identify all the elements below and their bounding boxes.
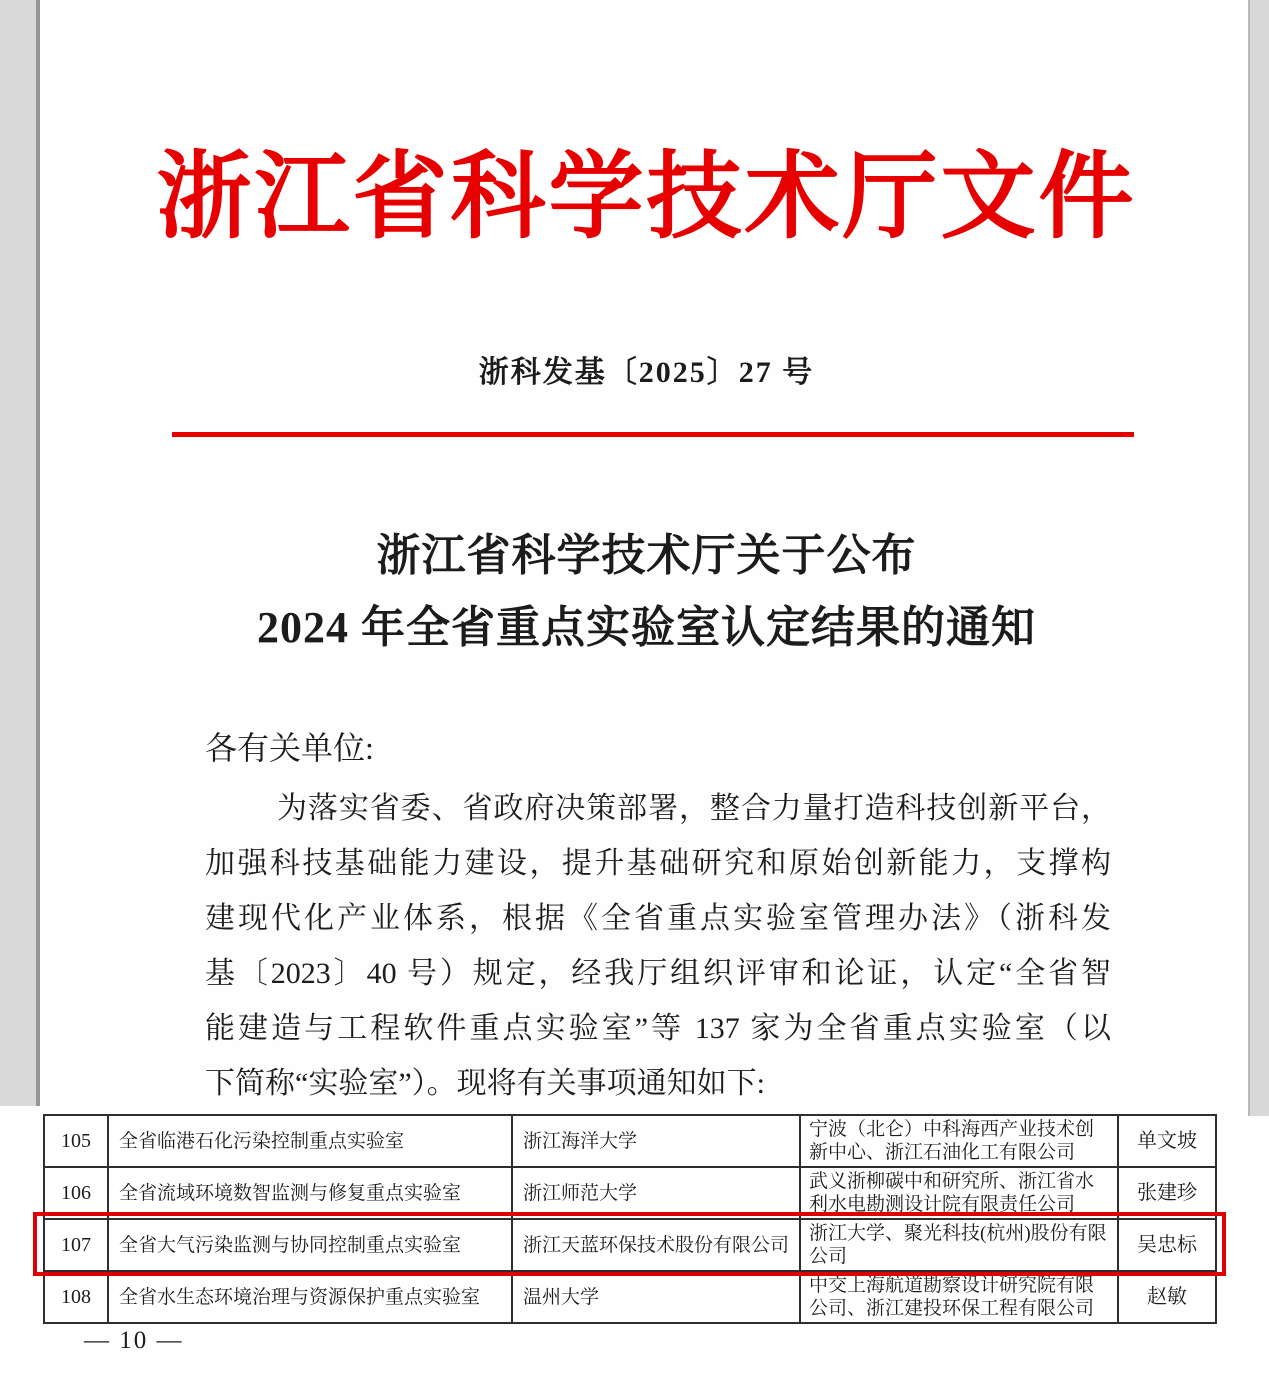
page-number: — 10 —: [84, 1327, 184, 1354]
agency-letterhead-title: 浙江省科学技术厅文件: [156, 144, 1137, 250]
notice-title-line1: 浙江省科学技术厅关于公布: [376, 531, 917, 580]
body-line: 下简称“实验室”）。现将有关事项通知如下:: [205, 1067, 765, 1100]
cell-director: 赵敏: [1118, 1271, 1216, 1323]
cell-no: 105: [44, 1115, 108, 1167]
document-number: 浙科发基〔2025〕27 号: [478, 356, 815, 389]
cell-lab: 全省大气污染监测与协同控制重点实验室: [108, 1219, 512, 1271]
body-line: 基〔2023〕40 号）规定，经我厅组织评审和论证，认定“全省智: [205, 957, 1111, 990]
table-row: [44, 1115, 1216, 1167]
table-row: [44, 1271, 1216, 1323]
body-line: 加强科技基础能力建设，提升基础研究和原始创新能力，支撑构: [205, 847, 1111, 880]
cell-partners: 中交上海航道勘察设计研究院有限公司、浙江建投环保工程有限公司: [800, 1271, 1118, 1323]
scan-left-margin: [0, 0, 40, 1106]
cell-host: 浙江师范大学: [512, 1167, 800, 1219]
cell-lab: 全省临港石化污染控制重点实验室: [108, 1115, 512, 1167]
cell-director: 吴忠标: [1118, 1219, 1216, 1271]
cell-lab: 全省流域环境数智监测与修复重点实验室: [108, 1167, 512, 1219]
cell-partners: 武义浙柳碳中和研究所、浙江省水利水电勘测设计院有限责任公司: [800, 1167, 1118, 1219]
body-line: 能建造与工程软件重点实验室”等 137 家为全省重点实验室（以: [205, 1012, 1111, 1045]
cell-host: 浙江海洋大学: [512, 1115, 800, 1167]
table-row: [44, 1219, 1216, 1271]
cell-host: 温州大学: [512, 1271, 800, 1323]
notice-title-line2: 2024 年全省重点实验室认定结果的通知: [257, 603, 1036, 652]
lab-list-table: [43, 1114, 1217, 1324]
body-line: 建现代化产业体系，根据《全省重点实验室管理办法》（浙科发: [205, 902, 1111, 935]
cell-no: 106: [44, 1167, 108, 1219]
scan-right-margin: [1248, 0, 1269, 1116]
letterhead-divider-rule: [172, 432, 1134, 437]
cell-no: 108: [44, 1271, 108, 1323]
body-line: 为落实省委、省政府决策部署，整合力量打造科技创新平台，: [277, 792, 1111, 825]
cell-no: 107: [44, 1219, 108, 1271]
cell-partners: 浙江大学、聚光科技(杭州)股份有限公司: [800, 1219, 1118, 1271]
cell-partners: 宁波（北仑）中科海西产业技术创新中心、浙江石油化工有限公司: [800, 1115, 1118, 1167]
lab-table-body: [44, 1115, 1216, 1323]
cell-director: 张建珍: [1118, 1167, 1216, 1219]
lab-list-table-wrap: [43, 1114, 1217, 1324]
cell-director: 单文坡: [1118, 1115, 1216, 1167]
salutation: 各有关单位:: [205, 730, 374, 766]
cell-host: 浙江天蓝环保技术股份有限公司: [512, 1219, 800, 1271]
table-row: [44, 1167, 1216, 1219]
cell-lab: 全省水生态环境治理与资源保护重点实验室: [108, 1271, 512, 1323]
notice-body: [205, 781, 1111, 1111]
